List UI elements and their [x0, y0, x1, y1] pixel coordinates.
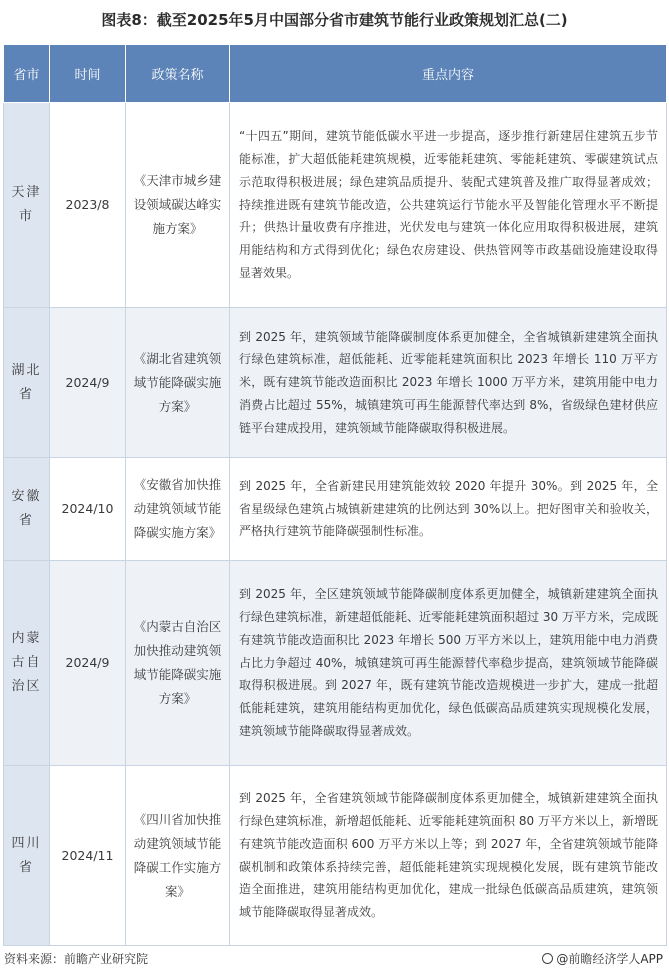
cell-province: 天津市 [4, 103, 50, 308]
header-policy: 政策名称 [126, 45, 230, 103]
cell-content: 到 2025 年，全省建筑领域节能降碳制度体系更加健全，城镇新建建筑全面执行绿色建筑标准，新增超低能耗、近零能耗建筑面积 80 万平方米以上，新增既有建筑节能改造面积 600 万平方米以上等；到 2027 年，全省建筑领域节能降碳机制和政策体系持续完善，超低能耗建筑实现规模化发展，既有建筑节能改造全面推进，建筑用能结构更加优化，建成一批绿色低碳高品质建筑，建筑领域节能降碳取得显著成效。 [230, 766, 667, 946]
source-note: 资料来源：前瞻产业研究院 [4, 952, 149, 966]
brand-credit [542, 950, 663, 967]
table-row [4, 308, 667, 458]
table-row [4, 103, 667, 308]
cell-time: 2024/9 [50, 561, 126, 766]
header-content: 重点内容 [230, 45, 667, 103]
cell-content: “十四五”期间，建筑节能低碳水平进一步提高，逐步推行新建居住建筑五步节能标准，扩大超低能耗建筑规模，近零能耗建筑、零能耗建筑、零碳建筑试点示范取得积极进展；绿色建筑品质提升、装配式建筑普及推广取得显著成效；持续推进既有建筑节能改造，公共建筑运行节能水平及智能化管理水平不断提升；供热计量收费有序推进，光伏发电与建筑一体化应用取得积极进展，建筑用能结构和方式得到优化；绿色农房建设、供热管网等市政基础设施建设取得显著效果。 [230, 103, 667, 308]
cell-time: 2024/11 [50, 766, 126, 946]
cell-content: 到 2025 年，全区建筑领域节能降碳制度体系更加健全，城镇新建建筑全面执行绿色建筑标准，新建超低能耗、近零能耗建筑面积超过 30 万平方米，完成既有建筑节能改造面积比 2023 年增长 500 万平方米以上，建筑用能中电力消费占比力争超过 40%，城镇建筑可再生能源替代率稳步提高，建筑领域节能降碳取得积极进展。到 2027 年，既有建筑节能改造规模进一步扩大，建成一批超低能耗建筑，建筑用能结构更加优化，绿色低碳高品质建筑实现规模化发展，建筑领域节能降碳取得显著成效。 [230, 561, 667, 766]
cell-content: 到 2025 年，建筑领域节能降碳制度体系更加健全，全省城镇新建建筑全面执行绿色建筑标准，超低能耗、近零能耗建筑面积比 2023 年增长 110 万平方米，既有建筑节能改造面积比 2023 年增长 1000 万平方米，建筑用能中电力消费占比超过 55%，城镇建筑可再生能源替代率达到 8%，省级绿色建材供应链平台建成投用，建筑领域节能降碳取得积极进展。 [230, 308, 667, 458]
header-province: 省市 [4, 45, 50, 103]
cell-province: 内蒙古自治区 [4, 561, 50, 766]
cell-content: 到 2025 年，全省新建民用建筑能效较 2020 年提升 30%。到 2025 年，全省星级绿色建筑占城镇新建建筑的比例达到 30%以上。把好图审关和验收关，严格执行建筑节能降碳强制性标准。 [230, 458, 667, 561]
cell-province: 湖北省 [4, 308, 50, 458]
table-header-row [4, 45, 667, 103]
brand-label: @前瞻经济学人APP [556, 952, 663, 966]
cell-time: 2023/8 [50, 103, 126, 308]
cell-policy: 《湖北省建筑领域节能降碳实施方案》 [126, 308, 230, 458]
cell-policy: 《内蒙古自治区加快推动建筑领域节能降碳实施方案》 [126, 561, 230, 766]
chart-title: 图表8：截至2025年5月中国部分省市建筑节能行业政策规划汇总(二) [101, 11, 568, 29]
cell-province: 四川省 [4, 766, 50, 946]
table-row [4, 561, 667, 766]
cell-time: 2024/9 [50, 308, 126, 458]
brand-logo-icon [542, 953, 553, 964]
header-time: 时间 [50, 45, 126, 103]
cell-policy: 《天津市城乡建设领域碳达峰实施方案》 [126, 103, 230, 308]
table-row [4, 458, 667, 561]
footer [0, 944, 669, 974]
policy-table [3, 44, 667, 946]
cell-policy: 《安徽省加快推动建筑领域节能降碳实施方案》 [126, 458, 230, 561]
cell-time: 2024/10 [50, 458, 126, 561]
cell-province: 安徽省 [4, 458, 50, 561]
cell-policy: 《四川省加快推动建筑领域节能降碳工作实施方案》 [126, 766, 230, 946]
table-row [4, 766, 667, 946]
